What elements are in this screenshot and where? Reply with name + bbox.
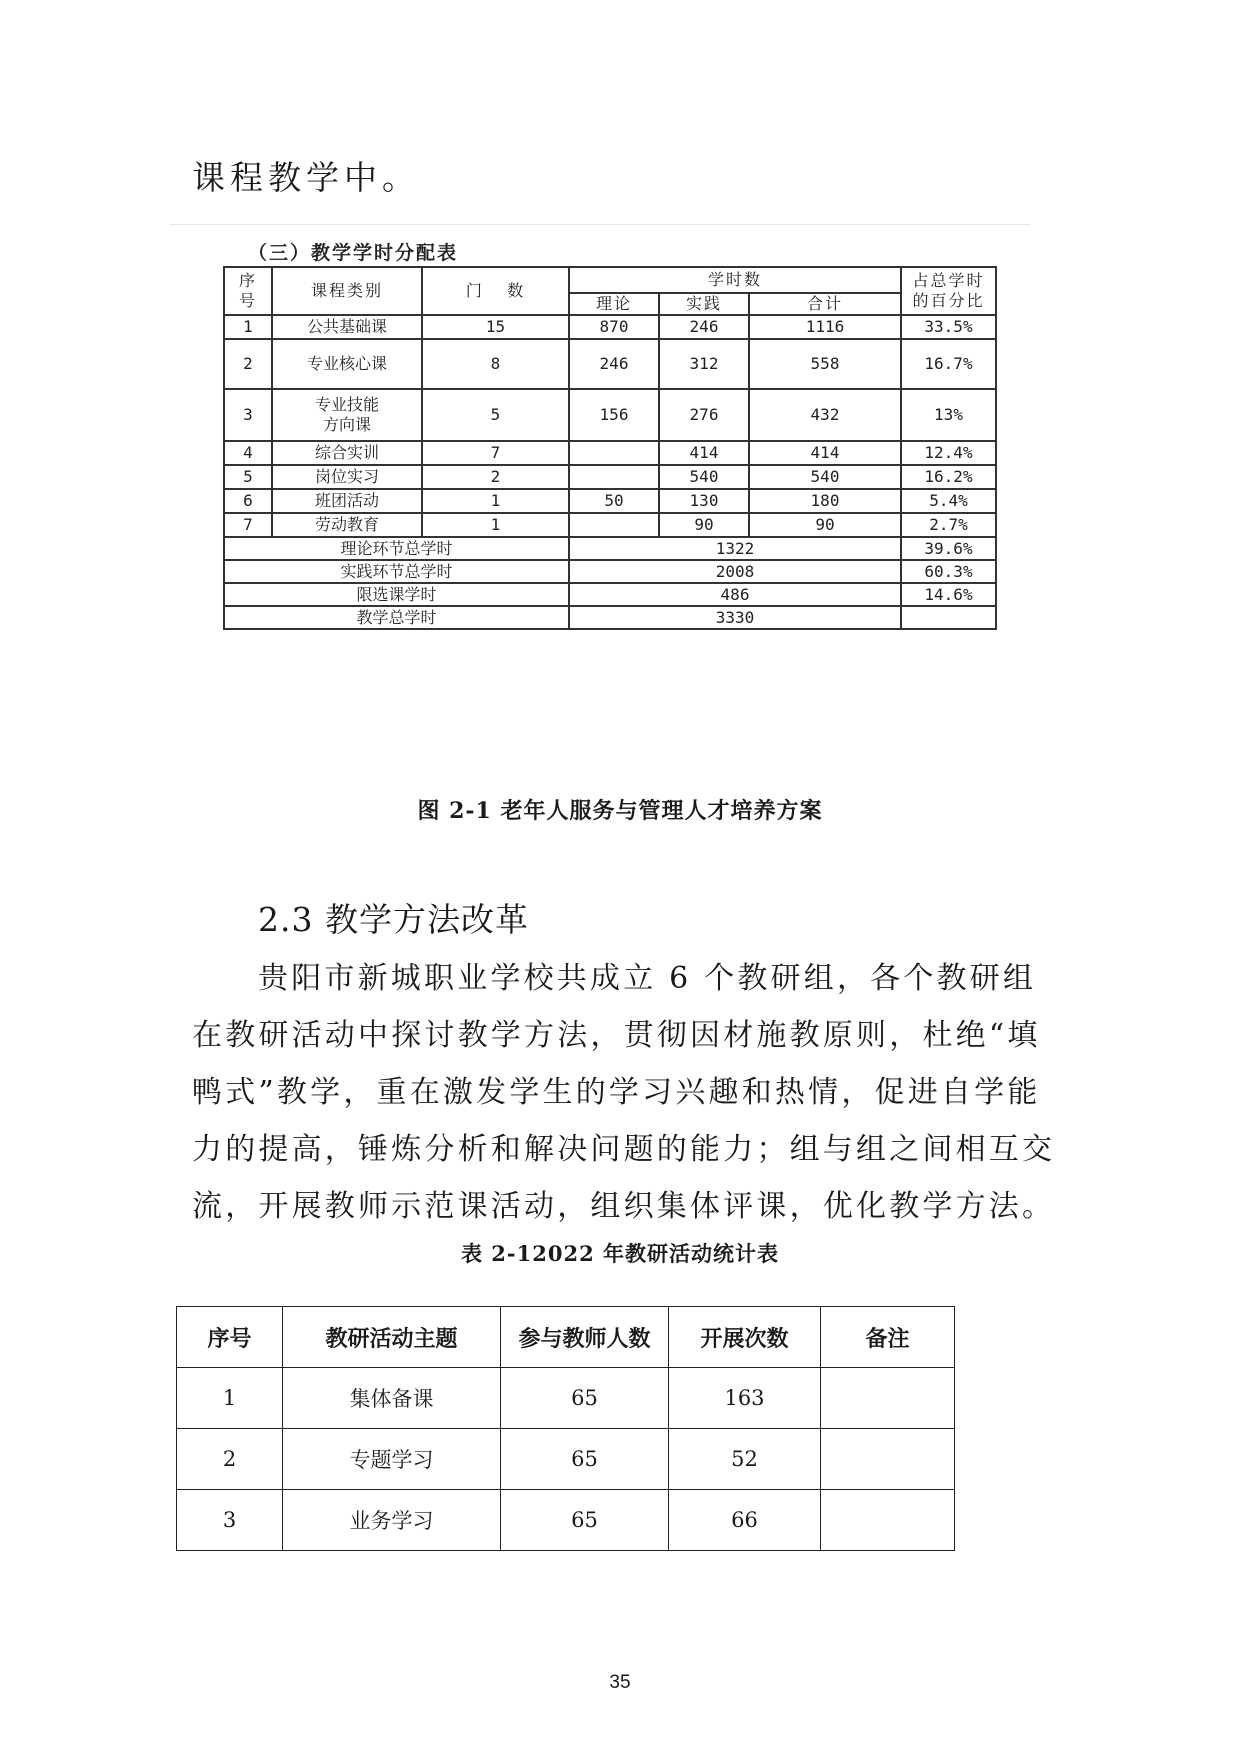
hours-allocation-table <box>223 266 997 630</box>
scan-cell-theory <box>569 513 659 537</box>
scan-cell-no: 6 <box>224 489 272 513</box>
scan-title: （三）教学学时分配表 <box>248 242 459 264</box>
table-caption: 表 2-12022 年教研活动统计表 <box>460 1241 779 1266</box>
scan-row <box>224 339 996 389</box>
table-cell: 1 <box>177 1368 283 1429</box>
scan-cell-total: 1116 <box>749 315 901 339</box>
figure-caption: 图 2-1 老年人服务与管理人才培养方案 <box>417 798 823 824</box>
scan-summary-value: 1322 <box>569 537 901 560</box>
scan-cell-practice: 276 <box>659 389 749 441</box>
scan-cell-category: 公共基础课 <box>272 315 422 339</box>
scan-cell-category: 专业核心课 <box>272 339 422 389</box>
scan-cell-practice: 540 <box>659 465 749 489</box>
scan-cell-percent: 16.2% <box>901 465 996 489</box>
scan-cell-percent: 2.7% <box>901 513 996 537</box>
scan-cell-category: 班团活动 <box>272 489 422 513</box>
table-header-cell: 开展次数 <box>669 1307 821 1368</box>
scan-summary-label: 限选课学时 <box>224 583 569 606</box>
scan-cell-count: 1 <box>422 489 569 513</box>
table-cell <box>821 1490 955 1551</box>
scan-cell-category: 岗位实习 <box>272 465 422 489</box>
scan-cell-theory: 870 <box>569 315 659 339</box>
scan-cell-total: 432 <box>749 389 901 441</box>
scan-cell-total: 414 <box>749 441 901 465</box>
table-cell: 66 <box>669 1490 821 1551</box>
table-header-cell: 参与教师人数 <box>501 1307 669 1368</box>
scan-cell-no: 1 <box>224 315 272 339</box>
scan-cell-theory: 246 <box>569 339 659 389</box>
scan-cell-category: 综合实训 <box>272 441 422 465</box>
scan-summary-row <box>224 606 996 629</box>
scan-cell-practice: 312 <box>659 339 749 389</box>
scan-row <box>224 315 996 339</box>
table-cell: 163 <box>669 1368 821 1429</box>
scan-cell-count: 8 <box>422 339 569 389</box>
scan-header-category: 课程类别 <box>272 267 422 315</box>
table-cell: 2 <box>177 1429 283 1490</box>
table-header-cell: 备注 <box>821 1307 955 1368</box>
table-cell: 专题学习 <box>283 1429 501 1490</box>
scan-cell-theory <box>569 465 659 489</box>
scan-cell-count: 7 <box>422 441 569 465</box>
scan-summary-value: 3330 <box>569 606 901 629</box>
scan-cell-theory: 50 <box>569 489 659 513</box>
table-cell: 业务学习 <box>283 1490 501 1551</box>
table-header-row <box>177 1307 955 1368</box>
intro-line: 课程教学中。 <box>192 158 420 197</box>
body-paragraph: 贵阳市新城职业学校共成立 6 个教研组，各个教研组在教研活动中探讨教学方法，贯彻因材施教原则，杜绝“填鸭式”教学，重在激发学生的学习兴趣和热情，促进自学能力的提高，锤炼分析和解决问题的能力；组与组之间相互交流，开展教师示范课活动，组织集体评课，优化教学方法。 <box>192 961 1056 1224</box>
scan-header-percent: 占总学时 的百分比 <box>901 267 996 315</box>
scan-cell-no: 5 <box>224 465 272 489</box>
scan-cell-theory: 156 <box>569 389 659 441</box>
table-cell: 65 <box>501 1429 669 1490</box>
scanned-figure <box>170 224 1030 676</box>
scan-cell-practice: 414 <box>659 441 749 465</box>
table-cell <box>821 1368 955 1429</box>
table-row <box>177 1429 955 1490</box>
scan-header-theory: 理论 <box>569 293 659 315</box>
scan-summary-label: 理论环节总学时 <box>224 537 569 560</box>
table-row <box>177 1368 955 1429</box>
scan-row <box>224 465 996 489</box>
table-header-cell: 教研活动主题 <box>283 1307 501 1368</box>
table-cell: 65 <box>501 1368 669 1429</box>
scan-cell-total: 180 <box>749 489 901 513</box>
scan-cell-no: 4 <box>224 441 272 465</box>
scan-cell-total: 540 <box>749 465 901 489</box>
scan-summary-label: 教学总学时 <box>224 606 569 629</box>
scan-cell-percent: 33.5% <box>901 315 996 339</box>
scan-cell-total: 90 <box>749 513 901 537</box>
scan-cell-no: 7 <box>224 513 272 537</box>
scan-summary-percent: 39.6% <box>901 537 996 560</box>
scan-cell-count: 1 <box>422 513 569 537</box>
scan-summary-label: 实践环节总学时 <box>224 560 569 583</box>
scan-cell-no: 2 <box>224 339 272 389</box>
scan-cell-practice: 130 <box>659 489 749 513</box>
section-heading: 2.3 教学方法改革 <box>258 900 529 939</box>
figure-top-rule <box>170 224 1030 225</box>
scan-cell-count: 2 <box>422 465 569 489</box>
scan-cell-theory <box>569 441 659 465</box>
scan-cell-practice: 246 <box>659 315 749 339</box>
scan-summary-value: 486 <box>569 583 901 606</box>
table-header-cell: 序号 <box>177 1307 283 1368</box>
table-cell: 65 <box>501 1490 669 1551</box>
table-cell: 集体备课 <box>283 1368 501 1429</box>
scan-row <box>224 389 996 441</box>
table-cell: 3 <box>177 1490 283 1551</box>
scan-cell-total: 558 <box>749 339 901 389</box>
table-cell: 52 <box>669 1429 821 1490</box>
scan-cell-count: 5 <box>422 389 569 441</box>
scan-row <box>224 489 996 513</box>
page-number: 35 <box>609 1672 631 1693</box>
scan-row <box>224 441 996 465</box>
scan-cell-percent: 13% <box>901 389 996 441</box>
table-cell <box>821 1429 955 1490</box>
scan-cell-category: 专业技能 方向课 <box>272 389 422 441</box>
scan-cell-percent: 5.4% <box>901 489 996 513</box>
scan-summary-row <box>224 583 996 606</box>
scan-header-practice: 实践 <box>659 293 749 315</box>
scan-summary-percent: 60.3% <box>901 560 996 583</box>
scan-summary-row <box>224 560 996 583</box>
activity-stats-table <box>176 1306 955 1551</box>
scan-cell-count: 15 <box>422 315 569 339</box>
table-row <box>177 1490 955 1551</box>
scan-summary-value: 2008 <box>569 560 901 583</box>
scan-summary-row <box>224 537 996 560</box>
scan-row <box>224 513 996 537</box>
scan-header-total: 合计 <box>749 293 901 315</box>
scan-cell-practice: 90 <box>659 513 749 537</box>
scan-header-index: 序 号 <box>224 267 272 315</box>
scan-cell-category: 劳动教育 <box>272 513 422 537</box>
scan-cell-percent: 16.7% <box>901 339 996 389</box>
scan-cell-percent: 12.4% <box>901 441 996 465</box>
scan-cell-no: 3 <box>224 389 272 441</box>
scan-summary-percent: 14.6% <box>901 583 996 606</box>
scan-header-hours: 学时数 <box>569 267 901 293</box>
scan-header-count: 门 数 <box>422 267 569 315</box>
scan-summary-percent <box>901 606 996 629</box>
